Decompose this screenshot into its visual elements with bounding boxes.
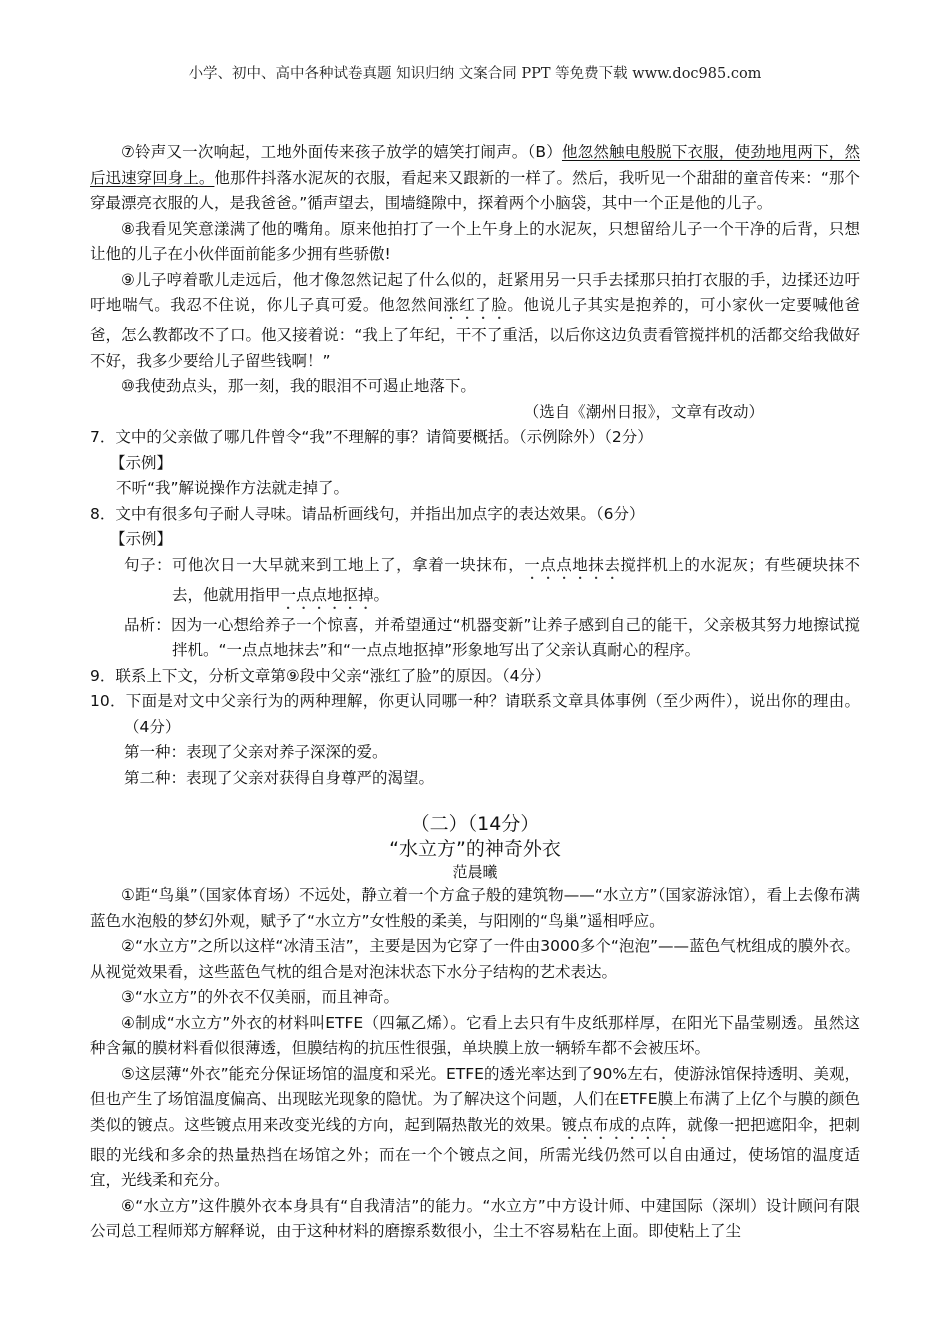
p7-text-a: ⑦铃声又一次响起，工地外面传来孩子放学的嬉笑打闹声。（B） [121,143,562,161]
paragraph-9 [90,268,860,375]
s2-p5-text-a: ⑤这层薄“外衣”能充分保证场馆的温度和采光。ETFE的透光率达到了90%左右，使游泳馆保持透明、美观，但也产生了场馆温度偏高、出现眩光现象的隐忧。为了解决这个问题，人们在ETFE膜上布满了上亿个与膜的颜色类似的镀点。这些镀点用来改变光线的方向，起到隔热散光的效果。 [90,1064,860,1134]
s2-paragraph-3: ③“水立方”的外衣不仅美丽，而且神奇。 [121,988,399,1006]
s2-paragraph-5 [90,1062,860,1194]
paragraph-7 [90,140,860,217]
question-9: 9．联系上下文，分析文章第⑨段中父亲“涨红了脸”的原因。（4分） [90,666,551,685]
s2-paragraph-6: ⑥“水立方”这件膜外衣本身具有“自我清洁”的能力。“水立方”中方设计师、中建国际（深圳）设计顾问有限公司总工程师郑方解释说，由于这种材料的磨擦系数很小，尘土不容易粘在上面。即使粘上了尘 [90,1196,860,1240]
dotted-phrase: 镀点布成的点阵 [561,1115,672,1134]
source-note: （选自《潮州日报》，文章有改动） [523,402,764,421]
paragraph-10: ⑩我使劲点头，那一刻，我的眼泪不可遏止地落下。 [121,377,476,395]
s2-paragraph-4: ④制成“水立方”外衣的材料叫ETFE（四氟乙烯）。它看上去只有牛皮纸那样厚，在阳光下晶莹剔透。虽然这种含氟的膜材料看似很薄透，但膜结构的抗压性很强，单块膜上放一辆轿车都不会被压坏。 [90,1013,860,1057]
q8-sentence-c: 搅拌机上的水泥灰；有些硬块抹不去，他就用指甲 [172,555,860,604]
document-body [90,140,860,1245]
question-10: 10．下面是对文中父亲行为的两种理解，你更认同哪一种？请联系文章具体事例（至少两件），说出你的理由。（4分） [90,692,860,736]
dotted-phrase: 涨红了脸 [443,296,508,314]
paragraph-8: ⑧我看见笑意漾满了他的嘴角。原来他拍打了一个上午身上的水泥灰，只想留给儿子一个干净的后背，只想让他的儿子在小伙伴面前能多少拥有些骄傲! [90,219,860,263]
q8-sentence-a: 句子：可他次日一大早就来到工地上了，拿着一块抹布， [124,555,525,574]
article-author: 范晨曦 [452,863,498,881]
p7-text-c: 他那件抖落水泥灰的衣服，看起来又跟新的一样了。然后，我听见一个甜甜的童音传来：“那个穿最漂亮衣服的人，是我爸爸。”循声望去，围墙缝隙中，探着两个小脑袋，其中一个正是他的儿子。 [90,168,860,212]
s2-paragraph-1: ①距“鸟巢”（国家体育场）不远处，静立着一个方盒子般的建筑物——“水立方”（国家游泳馆），看上去像布满蓝色水泡般的梦幻外观，赋予了“水立方”女性般的柔美，与阳刚的“鸟巢”遥相呼应。 [90,886,860,930]
q8-sentence-e: 。 [373,585,390,604]
underlined-sentence: 他忽然触电般脱下衣服，使劲地甩两下，然后迅速穿回身上。 [90,143,860,187]
question-7: 7．文中的父亲做了哪几件曾令“我”不理解的事？请简要概括。（示例除外）（2分） [90,428,653,446]
q8-example-analysis: 品析：因为一心想给养子一个惊喜，并希望通过“机器变新”让养子感到自己的能干，父亲极其努力地擦试搅拌机。“一点点地抹去”和“一点点地抠掉”形象地写出了父亲认真耐心的程序。 [124,615,860,659]
s2-paragraph-2: ②“水立方”之所以这样“冰清玉洁”，主要是因为它穿了一件由3000多个“泡泡”——蓝色气枕组成的膜外衣。从视觉效果看，这些蓝色气枕的组合是对泡沫状态下水分子结构的艺术表达。 [90,937,860,981]
q7-example-label: 【示例】 [110,453,173,472]
q8-example-sentence [90,553,860,613]
question-8: 8．文中有很多句子耐人寻味。请品析画线句，并指出加点字的表达效果。（6分） [90,504,645,523]
p9-text-c: 。他说儿子其实是抱养的，可小家伙一定要喊他爸爸，怎么教都改不了口。他又接着说：“我上了年纪，干不了重活，以后你这边负责看管搅拌机的活都交给我做好不好，我多少要给儿子留些钱啊！” [90,296,860,370]
section-heading: （二）（14分） [410,813,540,835]
q10-option-2: 第二种：表现了父亲对获得自身尊严的渴望。 [124,768,435,787]
dotted-phrase: 一点点地抠掉 [280,585,374,604]
dotted-phrase: 一点点地抹去 [524,555,621,574]
q7-example: 不听“我”解说操作方法就走掉了。 [116,479,350,497]
page-header: 小学、初中、高中各种试卷真题 知识归纳 文案合同 PPT 等免费下载 www.doc985.com [188,66,762,82]
q8-example-label: 【示例】 [110,530,173,548]
q10-option-1: 第一种：表现了父亲对养子深深的爱。 [124,743,388,761]
s2-p5-text-c: ，就像一把把遮阳伞，把刺眼的光线和多余的热量热挡在场馆之外；而在一个个镀点之间，所需光线仍然可以自由通过，使场馆的温度适宜，光线柔和充分。 [90,1115,860,1189]
article-title: “水立方”的神奇外衣 [389,838,561,860]
p9-text-a: ⑨儿子哼着歌儿走远后，他才像忽然记起了什么似的，赶紧用另一只手去揉那只拍打衣服的手，边揉还边吁吁地喘气。我忍不住说，你儿子真可爱。他忽然间 [90,270,860,314]
